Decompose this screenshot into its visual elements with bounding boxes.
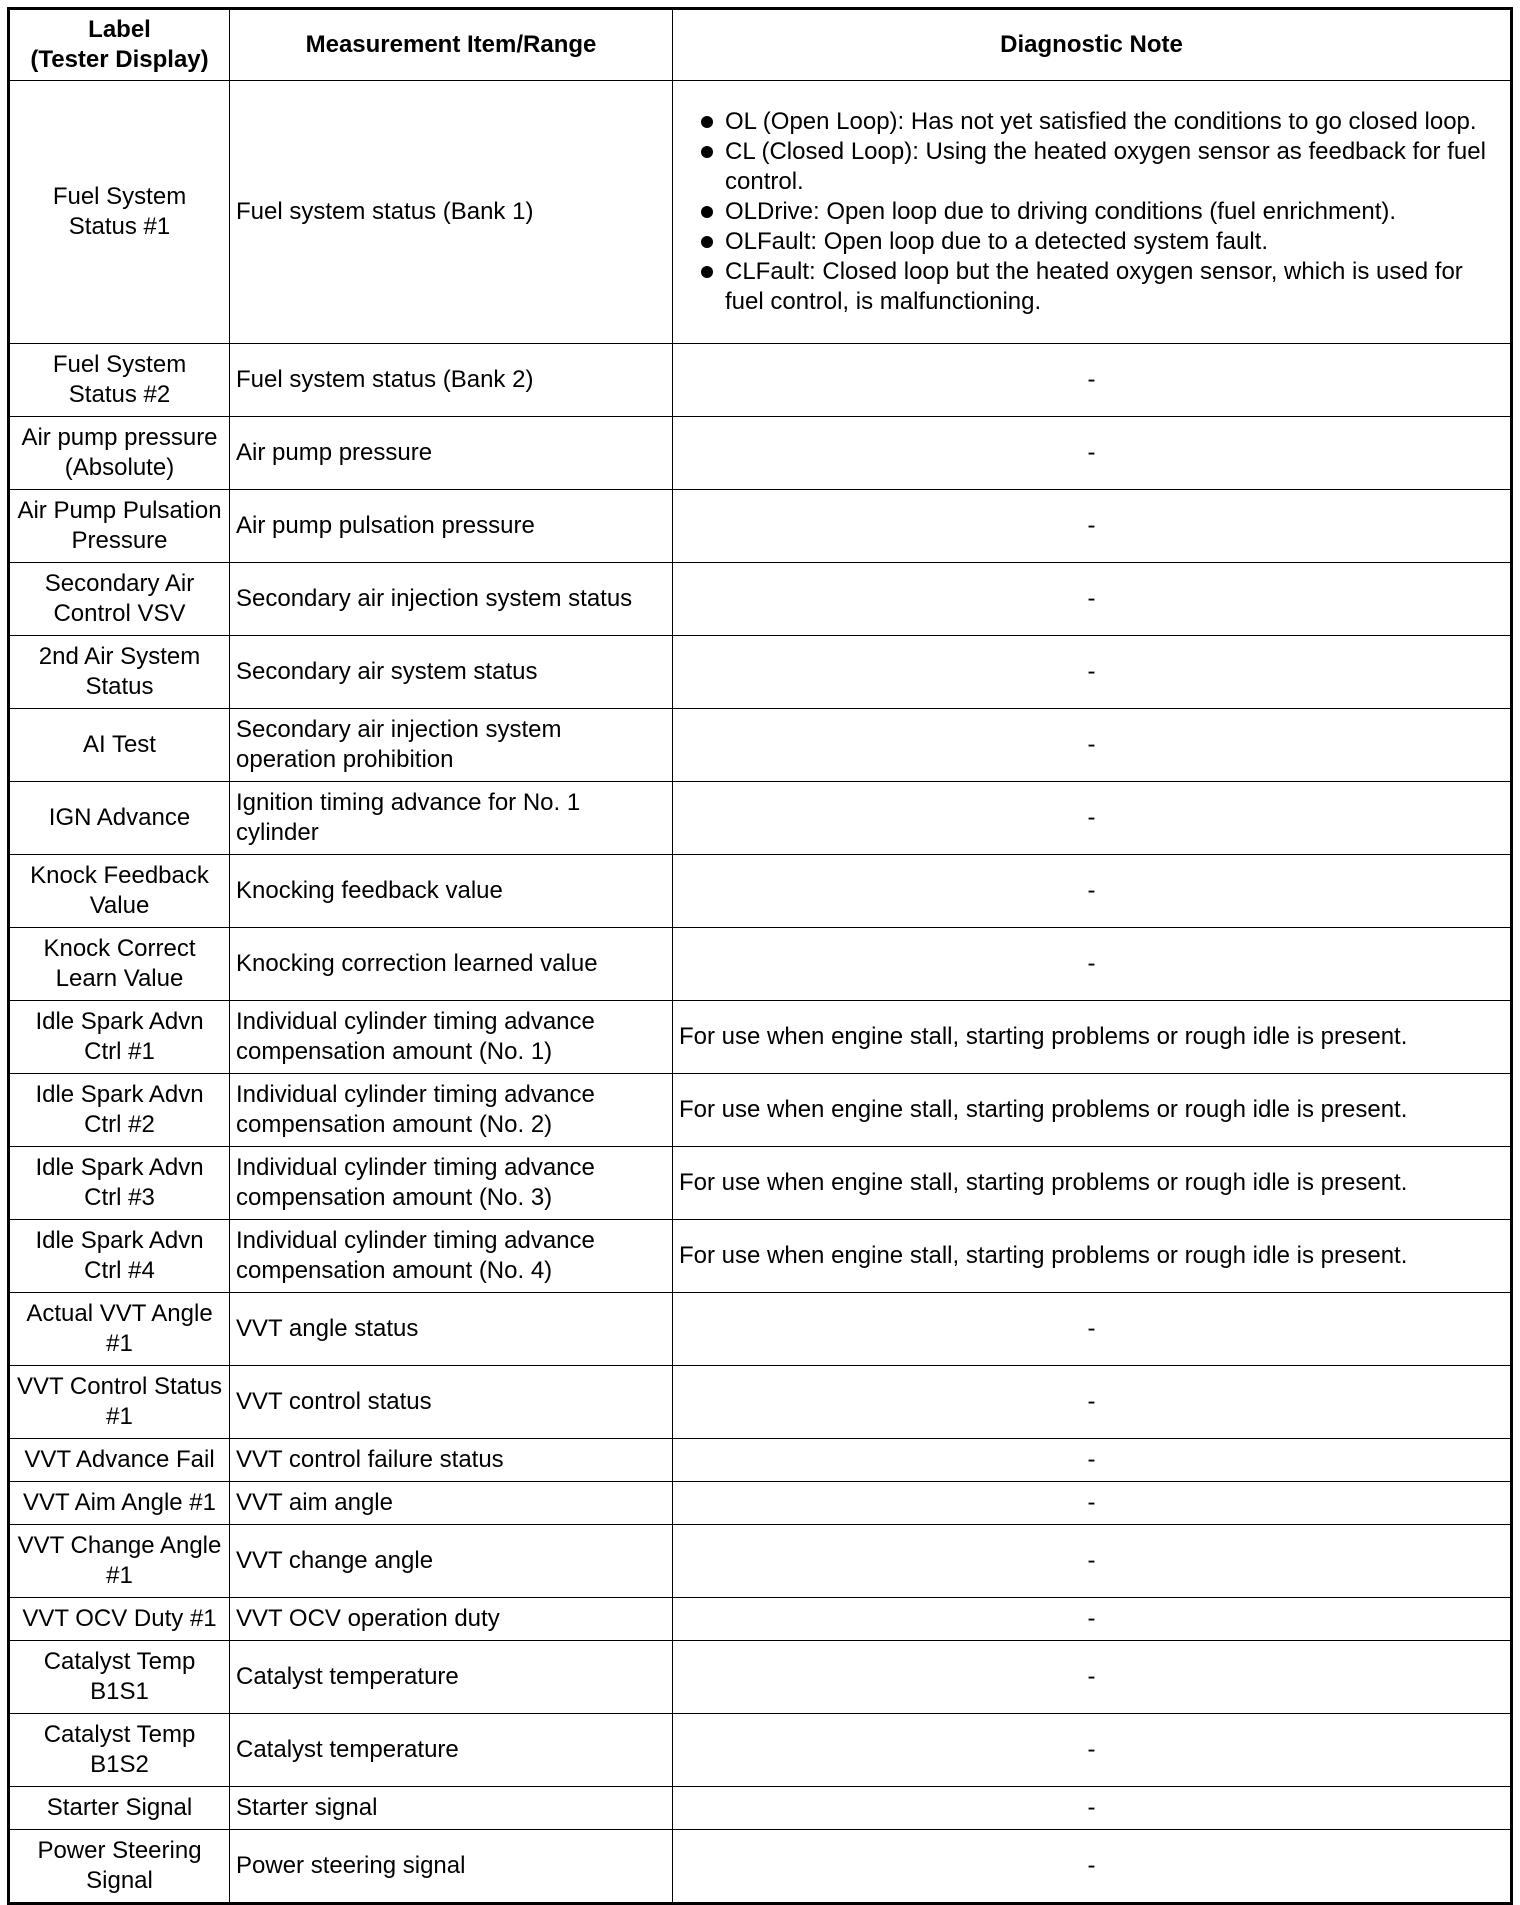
table-row — [9, 1001, 1512, 1074]
row-label: VVT Control Status #1 — [9, 1366, 230, 1439]
row-diagnostic-note: - — [673, 928, 1512, 1001]
row-measurement-item: VVT change angle — [230, 1525, 673, 1598]
row-label: Actual VVT Angle #1 — [9, 1293, 230, 1366]
row-diagnostic-note: - — [673, 1439, 1512, 1482]
table-row — [9, 1830, 1512, 1904]
row-measurement-item: VVT control failure status — [230, 1439, 673, 1482]
row-measurement-item: Secondary air injection system operation prohibition — [230, 709, 673, 782]
table-row — [9, 928, 1512, 1001]
table-row — [9, 1147, 1512, 1220]
row-diagnostic-note: For use when engine stall, starting problems or rough idle is present. — [673, 1147, 1512, 1220]
table-row — [9, 709, 1512, 782]
table-row — [9, 1641, 1512, 1714]
header-diagnostic-note: Diagnostic Note — [673, 9, 1512, 81]
row-diagnostic-note: - — [673, 1641, 1512, 1714]
row-diagnostic-note: - — [673, 1598, 1512, 1641]
table-row — [9, 490, 1512, 563]
row-label: VVT Advance Fail — [9, 1439, 230, 1482]
table-row — [9, 855, 1512, 928]
bullet-item: OLFault: Open loop due to a detected system fault. — [679, 227, 1504, 257]
row-label: IGN Advance — [9, 782, 230, 855]
row-diagnostic-note: For use when engine stall, starting problems or rough idle is present. — [673, 1074, 1512, 1147]
row-measurement-item: Individual cylinder timing advance compensation amount (No. 3) — [230, 1147, 673, 1220]
row-measurement-item: Knocking correction learned value — [230, 928, 673, 1001]
row-measurement-item: Catalyst temperature — [230, 1641, 673, 1714]
row-diagnostic-note: - — [673, 490, 1512, 563]
table-row — [9, 1220, 1512, 1293]
row-label: Fuel System Status #2 — [9, 344, 230, 417]
row-measurement-item: Fuel system status (Bank 1) — [230, 81, 673, 344]
row-diagnostic-note: - — [673, 1366, 1512, 1439]
row-diagnostic-note: - — [673, 1482, 1512, 1525]
row-diagnostic-note: - — [673, 417, 1512, 490]
table-row — [9, 1714, 1512, 1787]
row-diagnostic-note: For use when engine stall, starting problems or rough idle is present. — [673, 1220, 1512, 1293]
row-diagnostic-note: - — [673, 1787, 1512, 1830]
row-label: Idle Spark Advn Ctrl #2 — [9, 1074, 230, 1147]
table-row — [9, 1074, 1512, 1147]
row-measurement-item: VVT angle status — [230, 1293, 673, 1366]
row-label: Air Pump Pulsation Pressure — [9, 490, 230, 563]
bullet-item: OLDrive: Open loop due to driving conditions (fuel enrichment). — [679, 197, 1504, 227]
table-row — [9, 1787, 1512, 1830]
row-measurement-item: Catalyst temperature — [230, 1714, 673, 1787]
row-measurement-item: Ignition timing advance for No. 1 cylinder — [230, 782, 673, 855]
table-row — [9, 1525, 1512, 1598]
row-label: VVT OCV Duty #1 — [9, 1598, 230, 1641]
diagnostic-table — [7, 7, 1513, 1905]
row-label: Fuel System Status #1 — [9, 81, 230, 344]
table-row — [9, 782, 1512, 855]
bullet-item: CL (Closed Loop): Using the heated oxygen sensor as feedback for fuel control. — [679, 137, 1504, 197]
table-row — [9, 1366, 1512, 1439]
bullet-item: CLFault: Closed loop but the heated oxygen sensor, which is used for fuel control, is malfunctioning. — [679, 257, 1504, 317]
row-label: Air pump pressure (Absolute) — [9, 417, 230, 490]
row-label: Idle Spark Advn Ctrl #3 — [9, 1147, 230, 1220]
row-label: AI Test — [9, 709, 230, 782]
header-label — [9, 9, 230, 81]
header-row — [9, 9, 1512, 81]
header-label-line2: (Tester Display) — [30, 46, 209, 73]
row-measurement-item: Knocking feedback value — [230, 855, 673, 928]
row-measurement-item: Power steering signal — [230, 1830, 673, 1904]
row-diagnostic-note: - — [673, 636, 1512, 709]
row-label: VVT Change Angle #1 — [9, 1525, 230, 1598]
row-label: Knock Feedback Value — [9, 855, 230, 928]
row-diagnostic-note: - — [673, 344, 1512, 417]
row-diagnostic-note: - — [673, 709, 1512, 782]
row-measurement-item: Individual cylinder timing advance compensation amount (No. 2) — [230, 1074, 673, 1147]
row-diagnostic-note: For use when engine stall, starting problems or rough idle is present. — [673, 1001, 1512, 1074]
row-diagnostic-note: - — [673, 1714, 1512, 1787]
bullet-item: OL (Open Loop): Has not yet satisfied the conditions to go closed loop. — [679, 107, 1504, 137]
row-label: Starter Signal — [9, 1787, 230, 1830]
row-diagnostic-note — [673, 81, 1512, 344]
row-label: Catalyst Temp B1S1 — [9, 1641, 230, 1714]
table-row — [9, 1439, 1512, 1482]
row-diagnostic-note: - — [673, 1525, 1512, 1598]
fuel-status-bullet-list — [679, 107, 1504, 317]
row-diagnostic-note: - — [673, 1830, 1512, 1904]
table-row — [9, 1293, 1512, 1366]
row-measurement-item: Air pump pulsation pressure — [230, 490, 673, 563]
table-row — [9, 344, 1512, 417]
row-measurement-item: Air pump pressure — [230, 417, 673, 490]
row-label: Idle Spark Advn Ctrl #4 — [9, 1220, 230, 1293]
row-measurement-item: VVT aim angle — [230, 1482, 673, 1525]
table-row — [9, 417, 1512, 490]
row-label: Power Steering Signal — [9, 1830, 230, 1904]
row-measurement-item: Starter signal — [230, 1787, 673, 1830]
row-measurement-item: Individual cylinder timing advance compensation amount (No. 1) — [230, 1001, 673, 1074]
table-row — [9, 1482, 1512, 1525]
table-row — [9, 636, 1512, 709]
diagnostic-data-sheet — [7, 7, 1513, 1894]
row-diagnostic-note: - — [673, 855, 1512, 928]
row-label: Secondary Air Control VSV — [9, 563, 230, 636]
header-label-line1: Label — [88, 16, 151, 43]
row-measurement-item: VVT control status — [230, 1366, 673, 1439]
row-label: Knock Correct Learn Value — [9, 928, 230, 1001]
row-measurement-item: Individual cylinder timing advance compensation amount (No. 4) — [230, 1220, 673, 1293]
row-diagnostic-note: - — [673, 782, 1512, 855]
row-measurement-item: Secondary air injection system status — [230, 563, 673, 636]
row-measurement-item: VVT OCV operation duty — [230, 1598, 673, 1641]
header-measurement-item: Measurement Item/Range — [230, 9, 673, 81]
row-label: VVT Aim Angle #1 — [9, 1482, 230, 1525]
table-row — [9, 563, 1512, 636]
table-row — [9, 81, 1512, 344]
row-diagnostic-note: - — [673, 563, 1512, 636]
row-label: Catalyst Temp B1S2 — [9, 1714, 230, 1787]
row-measurement-item: Fuel system status (Bank 2) — [230, 344, 673, 417]
table-row — [9, 1598, 1512, 1641]
row-measurement-item: Secondary air system status — [230, 636, 673, 709]
row-label: 2nd Air System Status — [9, 636, 230, 709]
row-label: Idle Spark Advn Ctrl #1 — [9, 1001, 230, 1074]
row-diagnostic-note: - — [673, 1293, 1512, 1366]
